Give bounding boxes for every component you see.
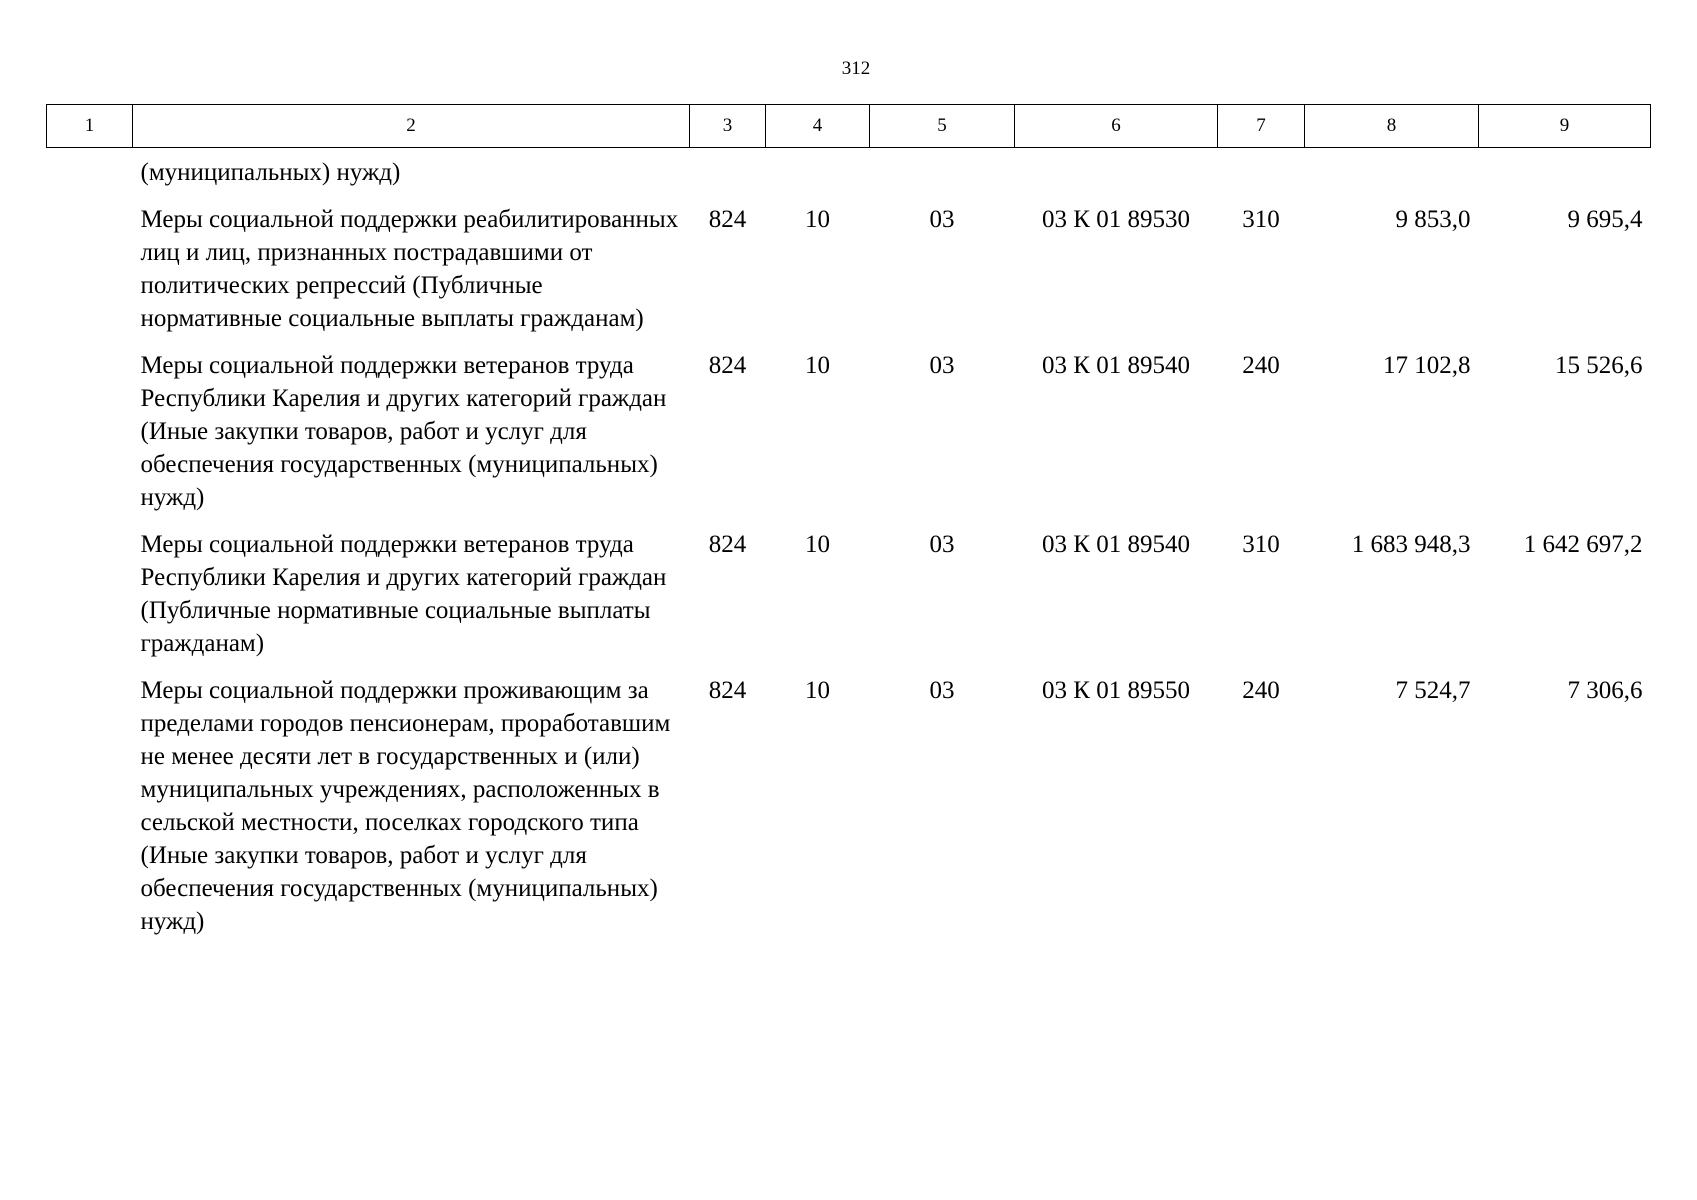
row-target-code: 03 К 01 89550 [1042,677,1190,704]
row-subsection-code: 03 [929,677,955,704]
header-col-5: 5 [870,105,1015,148]
table-row [47,203,1651,349]
row-amount-2: 7 306,6 [1567,677,1643,704]
table-row [47,674,1651,952]
header-col-8: 8 [1305,105,1479,148]
row-target-code: 03 К 01 89530 [1042,206,1190,233]
table-row [47,528,1651,674]
row-amount-1: 17 102,8 [1383,352,1471,379]
row-name: Меры социальной поддержки ветеранов труда Республики Карелия и других категорий граждан (Иные закупки товаров, работ и услуг для обеспечения государственных (муниципальных) нужд) [140,352,667,511]
row-ministry-code: 824 [708,677,747,704]
header-col-2: 2 [133,105,690,148]
row-expense-type: 310 [1242,206,1280,233]
row-ministry-code: 824 [708,352,747,379]
header-col-1: 1 [47,105,133,148]
row-ministry-code: 824 [708,531,747,558]
budget-table [46,104,1651,952]
row-expense-type: 240 [1242,352,1280,379]
header-col-3: 3 [690,105,766,148]
row-expense-type: 240 [1242,677,1280,704]
header-col-9: 9 [1479,105,1651,148]
row-amount-1: 1 683 948,3 [1351,531,1471,558]
row-name: Меры социальной поддержки ветеранов труда Республики Карелия и других категорий граждан (Публичные нормативные социальные выплаты гражданам) [140,531,667,657]
table-row [47,349,1651,528]
row-subsection-code: 03 [929,352,955,379]
header-col-6: 6 [1015,105,1218,148]
row-section-code: 10 [805,206,830,233]
header-col-7: 7 [1218,105,1305,148]
row-subsection-code: 03 [929,531,955,558]
row-amount-1: 7 524,7 [1395,677,1471,704]
row-section-code: 10 [805,531,830,558]
row-name: Меры социальной поддержки реабилитированных лиц и лиц, признанных пострадавшими от политических репрессий (Публичные нормативные социальные выплаты гражданам) [140,206,679,332]
header-col-4: 4 [766,105,870,148]
page-number: 312 [841,58,871,79]
row-section-code: 10 [805,677,830,704]
row-target-code: 03 К 01 89540 [1042,352,1190,379]
continuation-row [47,148,1651,204]
row-ministry-code: 824 [708,206,747,233]
row-amount-1: 9 853,0 [1395,206,1471,233]
row-subsection-code: 03 [929,206,955,233]
row-amount-2: 1 642 697,2 [1523,531,1643,558]
row-amount-2: 15 526,6 [1555,352,1643,379]
row-expense-type: 310 [1242,531,1280,558]
row-amount-2: 9 695,4 [1567,206,1643,233]
row-section-code: 10 [805,352,830,379]
row-target-code: 03 К 01 89540 [1042,531,1190,558]
row-name: Меры социальной поддержки проживающим за пределами городов пенсионерам, проработавшим не менее десяти лет в государственных и (или) муниципальных учреждениях, расположенных в сельской местности, поселках городского типа (Иные закупки товаров, работ и услуг для обеспечения государственных (муниципальных) нужд) [140,677,671,935]
continuation-text: (муниципальных) нужд) [140,159,401,186]
header-row [47,105,1651,148]
